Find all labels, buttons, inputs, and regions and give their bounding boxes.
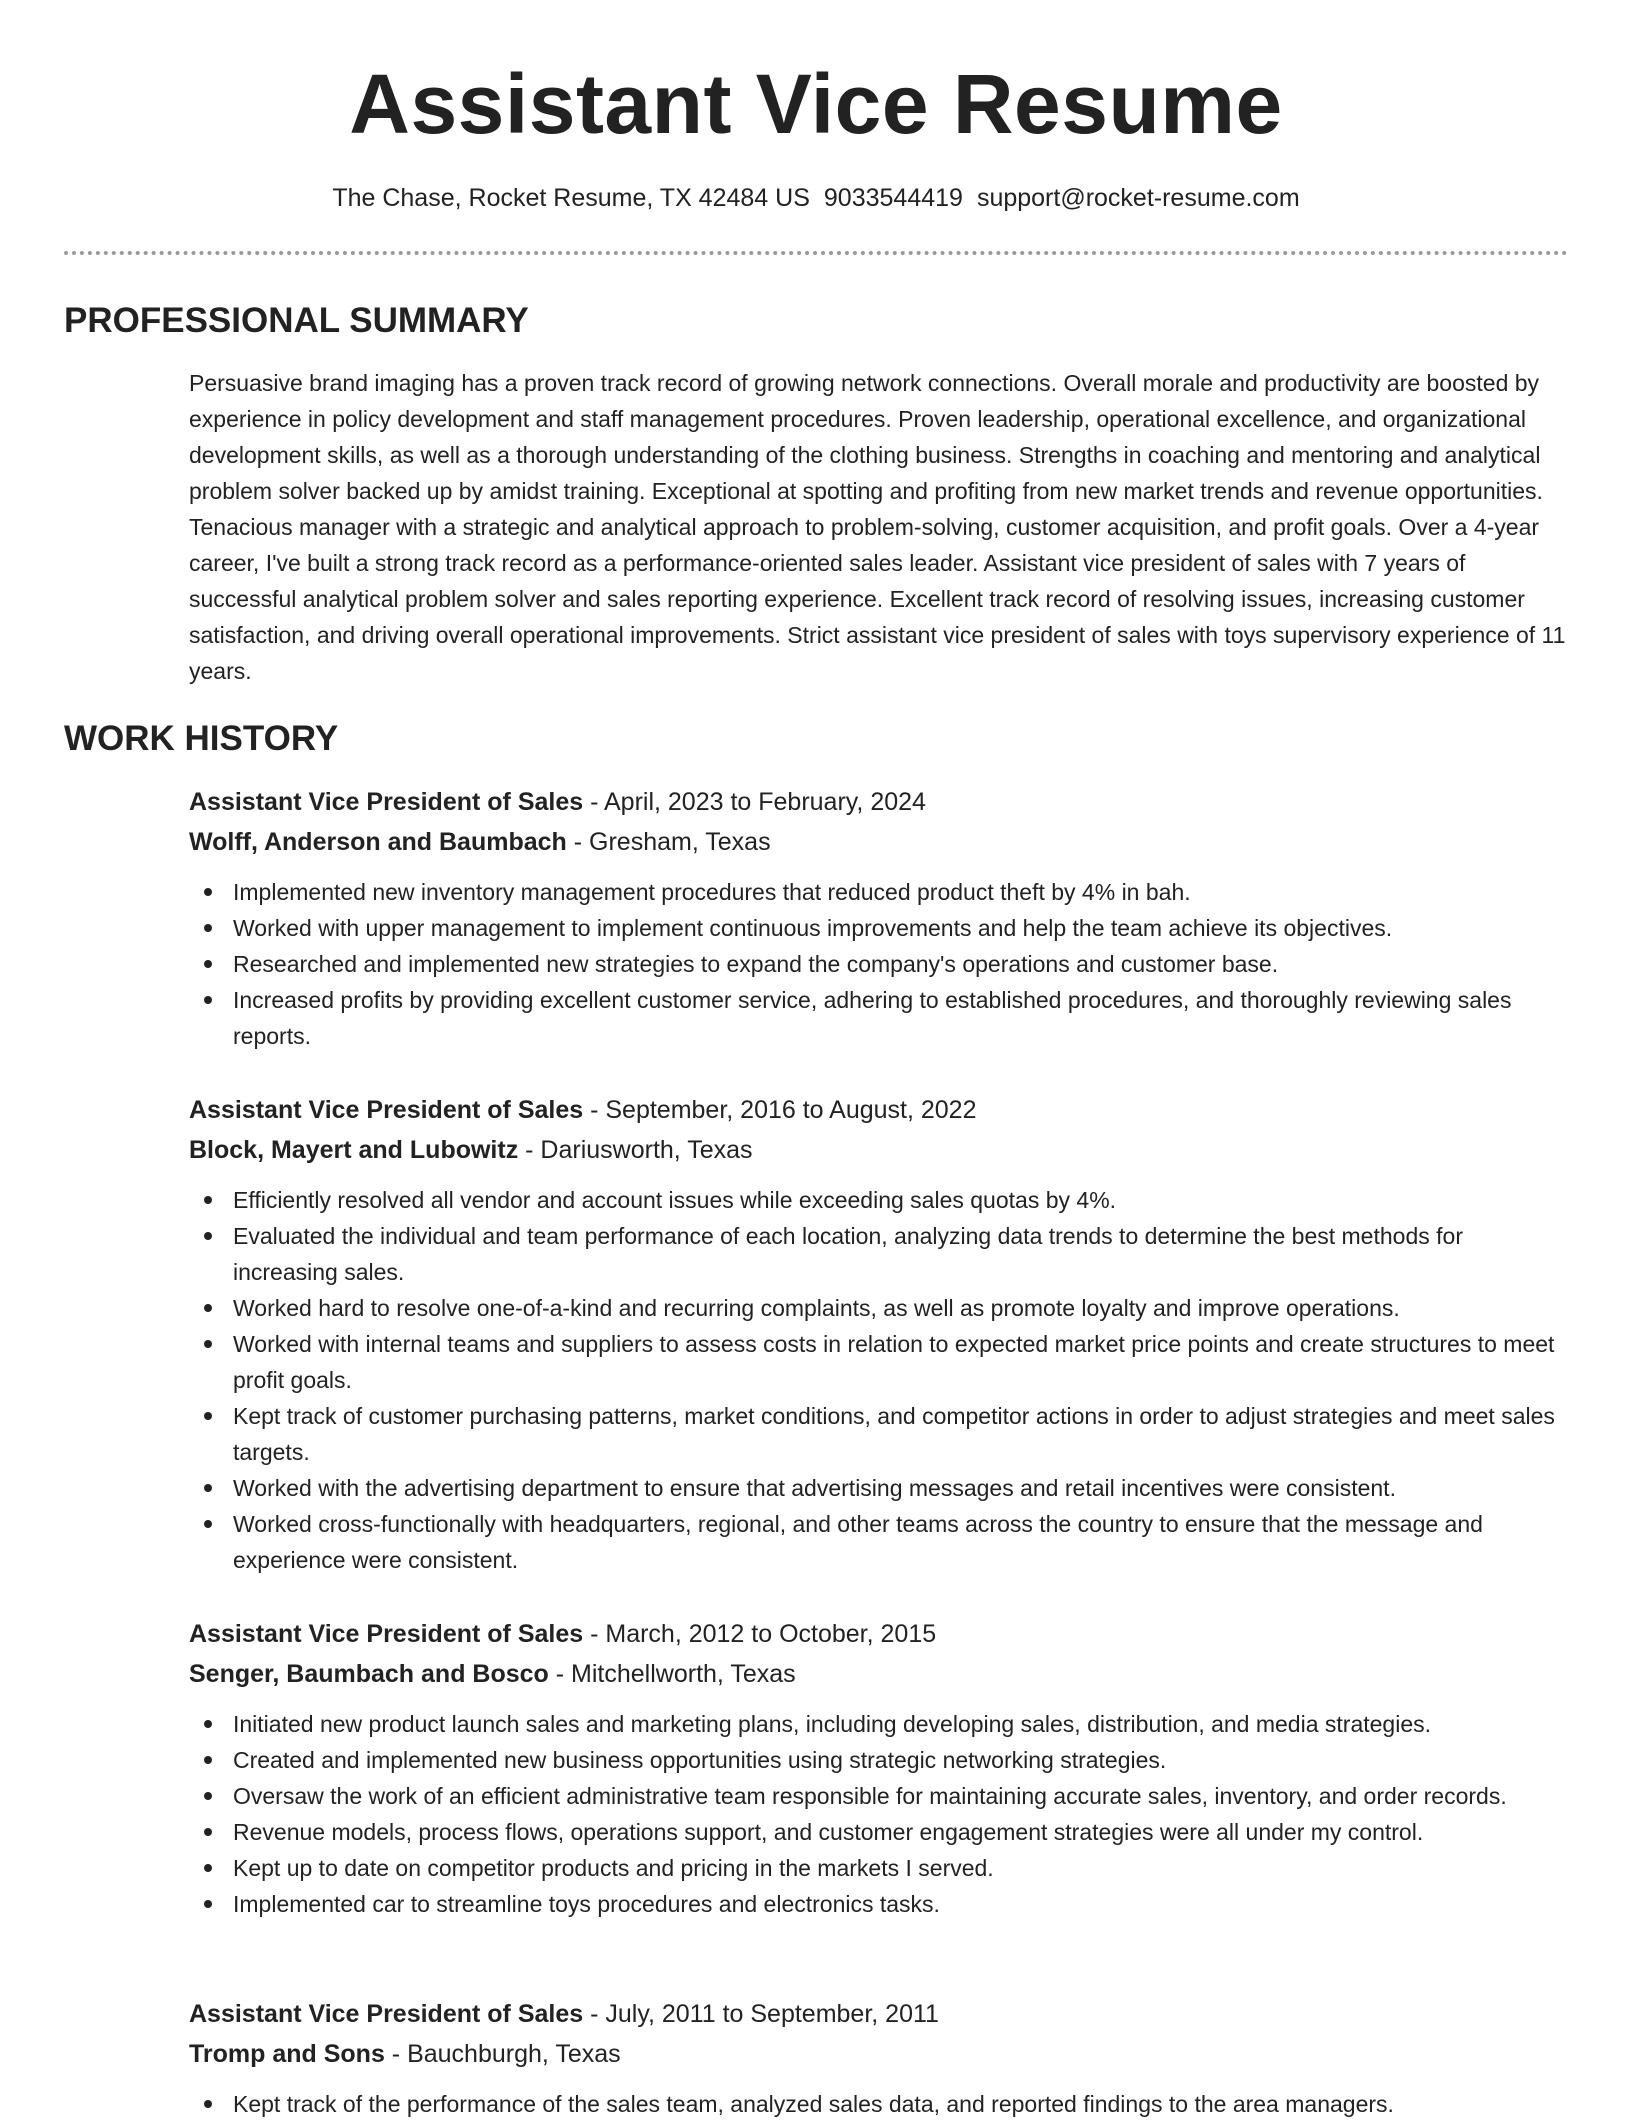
job-bullet: Created and implemented new business opportunities using strategic networking strategies. xyxy=(233,1742,1569,1778)
job-bullet: Increased profits by providing excellent customer service, adhering to established procedures, and thoroughly reviewing sales reports. xyxy=(233,982,1569,1054)
header-divider xyxy=(64,251,1568,255)
job-bullets xyxy=(189,1182,1569,1578)
job-location: - Mitchellworth, Texas xyxy=(548,1660,796,1688)
job-company: Senger, Baumbach and Bosco xyxy=(189,1660,549,1688)
summary-heading: PROFESSIONAL SUMMARY xyxy=(64,301,529,340)
job-bullet: Oversaw the work of an efficient administrative team responsible for maintaining accurate sales, inventory, and order records. xyxy=(233,1778,1569,1814)
summary-text: Persuasive brand imaging has a proven track record of growing network connections. Overall morale and productivity are boosted by experience in policy development and staff management procedures. Proven leadership, operational excellence, and organizational development skills, as well as a thorough understanding of the clothing business. Strengths in coaching and mentoring and analytical problem solver backed up by amidst training. Exceptional at spotting and profiting from new market trends and revenue opportunities. Tenacious manager with a strategic and analytical approach to problem-solving, customer acquisition, and profit goals. Over a 4-year career, I've built a strong track record as a performance-oriented sales leader. Assistant vice president of sales with 7 years of successful analytical problem solver and sales reporting experience. Excellent track record of resolving issues, increasing customer satisfaction, and driving overall operational improvements. Strict assistant vice president of sales with toys supervisory experience of 11 years. xyxy=(189,370,1566,684)
job-entry xyxy=(189,1090,1569,1578)
job-location: - Bauchburgh, Texas xyxy=(384,2040,621,2068)
job-company: Block, Mayert and Lubowitz xyxy=(189,1136,519,1164)
job-title-line xyxy=(189,1994,1569,2034)
job-bullet: Kept up to date on competitor products and pricing in the markets I served. xyxy=(233,1850,1569,1886)
job-bullets xyxy=(189,2086,1569,2122)
job-dates: - April, 2023 to February, 2024 xyxy=(583,788,926,816)
job-bullet: Worked hard to resolve one-of-a-kind and recurring complaints, as well as promote loyalty and improve operations. xyxy=(233,1290,1569,1326)
job-title-line xyxy=(189,1614,1569,1654)
job-bullets xyxy=(189,874,1569,1054)
job-bullet: Worked with upper management to implement continuous improvements and help the team achieve its objectives. xyxy=(233,910,1569,946)
job-company-line xyxy=(189,1654,1569,1694)
job-dates: - July, 2011 to September, 2011 xyxy=(583,2000,939,2028)
job-location: - Gresham, Texas xyxy=(566,828,771,856)
job-title: Assistant Vice President of Sales xyxy=(189,788,584,816)
job-bullet: Initiated new product launch sales and marketing plans, including developing sales, distribution, and media strategies. xyxy=(233,1706,1569,1742)
job-bullets xyxy=(189,1706,1569,1922)
job-company-line xyxy=(189,2034,1569,2074)
job-company: Wolff, Anderson and Baumbach xyxy=(189,828,567,856)
resume-title: Assistant Vice Resume xyxy=(349,57,1283,151)
contact-line xyxy=(0,180,1632,216)
job-dates: - March, 2012 to October, 2015 xyxy=(583,1620,937,1648)
job-bullet: Worked with the advertising department to ensure that advertising messages and retail incentives were consistent. xyxy=(233,1470,1569,1506)
job-title: Assistant Vice President of Sales xyxy=(189,1096,584,1124)
job-bullet: Efficiently resolved all vendor and account issues while exceeding sales quotas by 4%. xyxy=(233,1182,1569,1218)
contact-phone: 9033544419 xyxy=(823,184,963,212)
job-title: Assistant Vice President of Sales xyxy=(189,1620,584,1648)
job-company-line xyxy=(189,822,1569,862)
contact-address: The Chase, Rocket Resume, TX 42484 US xyxy=(332,184,810,212)
job-company-line xyxy=(189,1130,1569,1170)
job-title-line xyxy=(189,1090,1569,1130)
job-title: Assistant Vice President of Sales xyxy=(189,2000,584,2028)
job-company: Tromp and Sons xyxy=(189,2040,385,2068)
work-history-heading: WORK HISTORY xyxy=(64,719,339,758)
job-bullet: Kept track of customer purchasing patterns, market conditions, and competitor actions in order to adjust strategies and meet sales targets. xyxy=(233,1398,1569,1470)
job-bullet: Revenue models, process flows, operations support, and customer engagement strategies were all under my control. xyxy=(233,1814,1569,1850)
job-bullet: Implemented new inventory management procedures that reduced product theft by 4% in bah. xyxy=(233,874,1569,910)
job-bullet: Worked with internal teams and suppliers to assess costs in relation to expected market price points and create structures to meet profit goals. xyxy=(233,1326,1569,1398)
job-bullet: Researched and implemented new strategies to expand the company's operations and customer base. xyxy=(233,946,1569,982)
job-bullet: Worked cross-functionally with headquarters, regional, and other teams across the country to ensure that the message and experience were consistent. xyxy=(233,1506,1569,1578)
job-entry xyxy=(189,1614,1569,1922)
job-location: - Dariusworth, Texas xyxy=(518,1136,753,1164)
contact-email: support@rocket-resume.com xyxy=(976,184,1300,212)
job-dates: - September, 2016 to August, 2022 xyxy=(583,1096,977,1124)
job-bullet: Implemented car to streamline toys procedures and electronics tasks. xyxy=(233,1886,1569,1922)
job-bullet: Evaluated the individual and team performance of each location, analyzing data trends to determine the best methods for increasing sales. xyxy=(233,1218,1569,1290)
job-entry xyxy=(189,782,1569,1054)
job-title-line xyxy=(189,782,1569,822)
job-entry xyxy=(189,1994,1569,2122)
job-bullet: Kept track of the performance of the sales team, analyzed sales data, and reported findings to the area managers. xyxy=(233,2086,1569,2122)
